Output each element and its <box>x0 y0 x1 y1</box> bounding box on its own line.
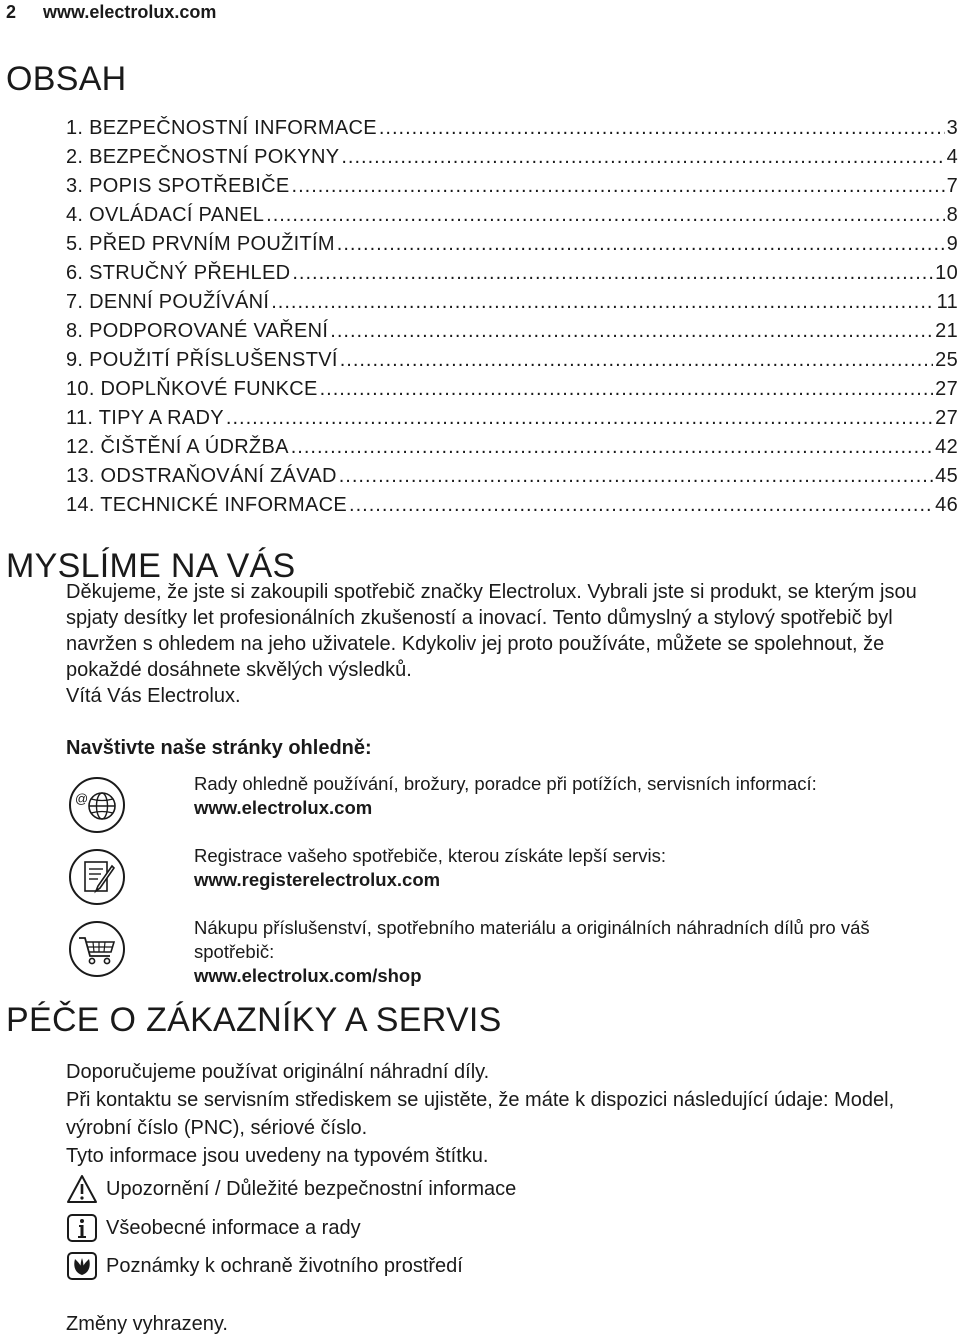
link-url-shop[interactable]: www.electrolux.com/shop <box>194 965 422 986</box>
web-globe-icon <box>68 776 126 834</box>
toc-leader-dots <box>291 436 933 459</box>
toc-item[interactable] <box>66 320 958 349</box>
care-text <box>66 1058 958 1170</box>
toc-item-label: 12. ČIŠTĚNÍ A ÚDRŽBA <box>66 436 289 458</box>
link-item-register <box>194 844 944 892</box>
site-url[interactable]: www.electrolux.com <box>43 2 217 22</box>
toc-item-page: 25 <box>935 349 958 371</box>
footer-note: Změny vyhrazeny. <box>66 1313 228 1335</box>
toc-leader-dots <box>340 349 933 372</box>
registration-form-icon <box>68 848 126 906</box>
link-url-register[interactable]: www.registerelectrolux.com <box>194 869 441 890</box>
toc-leader-dots <box>271 291 934 314</box>
toc-item[interactable] <box>66 175 958 204</box>
toc-item-page: 9 <box>946 233 958 255</box>
toc-item[interactable] <box>66 291 958 320</box>
toc-item[interactable] <box>66 262 958 291</box>
toc-item[interactable] <box>66 233 958 262</box>
toc-item-label: 10. DOPLŇKOVÉ FUNKCE <box>66 378 318 400</box>
visit-heading: Navštivte naše stránky ohledně: <box>66 737 372 759</box>
legend-info <box>66 1211 361 1245</box>
toc-item-page: 46 <box>935 494 958 516</box>
toc-item-page: 42 <box>935 436 958 458</box>
toc-item-page: 10 <box>935 262 958 284</box>
page-header <box>6 2 216 23</box>
toc-leader-dots <box>292 262 933 285</box>
care-title: PÉČE O ZÁKAZNÍKY A SERVIS <box>6 1001 502 1039</box>
legend-text: Poznámky k ochraně životního prostředí <box>106 1254 463 1277</box>
toc-item-label: 3. POPIS SPOTŘEBIČE <box>66 175 290 197</box>
environment-leaf-icon <box>66 1251 98 1281</box>
toc-item-label: 11. TIPY A RADY <box>66 407 224 429</box>
link-description: Nákupu příslušenství, spotřebního materiálu a originálních náhradních dílů pro váš spotřebič: <box>194 917 870 962</box>
toc-item[interactable] <box>66 494 958 523</box>
info-icon <box>66 1213 98 1243</box>
toc-item[interactable] <box>66 465 958 494</box>
care-line: Při kontaktu se servisním střediskem se ujistěte, že máte k dispozici následující údaje: Model, výrobní číslo (PNC), sériové číslo. <box>66 1089 895 1139</box>
toc-item[interactable] <box>66 436 958 465</box>
toc-leader-dots <box>379 117 945 140</box>
toc-item-page: 8 <box>946 204 958 226</box>
toc-item[interactable] <box>66 117 958 146</box>
toc-item-page: 3 <box>946 117 958 139</box>
about-title: MYSLÍME NA VÁS <box>6 547 296 585</box>
toc-item-page: 7 <box>946 175 958 197</box>
warning-triangle-icon <box>66 1174 98 1204</box>
legend-text: Upozornění / Důležité bezpečnostní informace <box>106 1177 517 1200</box>
toc-item-label: 1. BEZPEČNOSTNÍ INFORMACE <box>66 117 377 139</box>
toc-leader-dots <box>349 494 933 517</box>
toc-leader-dots <box>341 146 944 169</box>
shopping-cart-icon <box>68 920 126 978</box>
toc-item-page: 11 <box>936 291 958 313</box>
toc-item[interactable] <box>66 146 958 175</box>
about-paragraph: Děkujeme, že jste si zakoupili spotřebič značky Electrolux. Vybrali jste si produkt, se kterým jsou spjaty desítky let profesionálních zkušeností a inovací. Tento důmyslný a stylový spotřebič byl navržen s ohledem na jeho uživatele. Kdykoliv jej proto používáte, můžete se spolehnout, že pokaždé dosáhnete skvělých výsledků. <box>66 581 917 681</box>
legend-warning <box>66 1172 516 1206</box>
about-welcome: Vítá Vás Electrolux. <box>66 685 241 707</box>
toc-item-label: 13. ODSTRAŇOVÁNÍ ZÁVAD <box>66 465 337 487</box>
legend-text: Všeobecné informace a rady <box>106 1216 361 1239</box>
toc-item-label: 2. BEZPEČNOSTNÍ POKYNY <box>66 146 340 168</box>
toc-item-page: 27 <box>935 378 958 400</box>
svg-text:@: @ <box>75 791 89 806</box>
toc-leader-dots <box>330 320 933 343</box>
page-number: 2 <box>6 2 17 22</box>
about-text <box>66 579 958 709</box>
legend-environment <box>66 1249 463 1283</box>
toc-item-label: 4. OVLÁDACÍ PANEL <box>66 204 265 226</box>
toc-leader-dots <box>320 378 934 401</box>
toc-item-label: 9. POUŽITÍ PŘÍSLUŠENSTVÍ <box>66 349 338 371</box>
toc-item-page: 21 <box>935 320 958 342</box>
toc-leader-dots <box>226 407 933 430</box>
toc-leader-dots <box>292 175 945 198</box>
link-url-support[interactable]: www.electrolux.com <box>194 797 373 818</box>
toc-item-page: 27 <box>935 407 958 429</box>
toc-item-page: 45 <box>935 465 958 487</box>
link-description: Rady ohledně používání, brožury, poradce při potížích, servisních informací: <box>194 773 817 794</box>
care-line: Tyto informace jsou uvedeny na typovém štítku. <box>66 1145 489 1167</box>
toc-item[interactable] <box>66 349 958 378</box>
toc-item-label: 8. PODPOROVANÉ VAŘENÍ <box>66 320 329 342</box>
toc-item-page: 4 <box>946 146 958 168</box>
link-description: Registrace vašeho spotřebiče, kterou získáte lepší servis: <box>194 845 666 866</box>
link-item-support <box>194 772 944 820</box>
toc-item[interactable] <box>66 407 958 436</box>
toc-item[interactable] <box>66 378 958 407</box>
toc-item[interactable] <box>66 204 958 233</box>
toc-leader-dots <box>266 204 944 227</box>
toc-item-label: 7. DENNÍ POUŽÍVÁNÍ <box>66 291 270 313</box>
table-of-contents <box>66 117 958 523</box>
toc-item-label: 5. PŘED PRVNÍM POUŽITÍM <box>66 233 335 255</box>
care-line: Doporučujeme používat originální náhradní díly. <box>66 1061 490 1083</box>
toc-item-label: 14. TECHNICKÉ INFORMACE <box>66 494 348 516</box>
contents-title: OBSAH <box>6 60 127 98</box>
toc-item-label: 6. STRUČNÝ PŘEHLED <box>66 262 291 284</box>
link-item-shop <box>194 916 944 988</box>
toc-leader-dots <box>339 465 933 488</box>
toc-leader-dots <box>337 233 945 256</box>
